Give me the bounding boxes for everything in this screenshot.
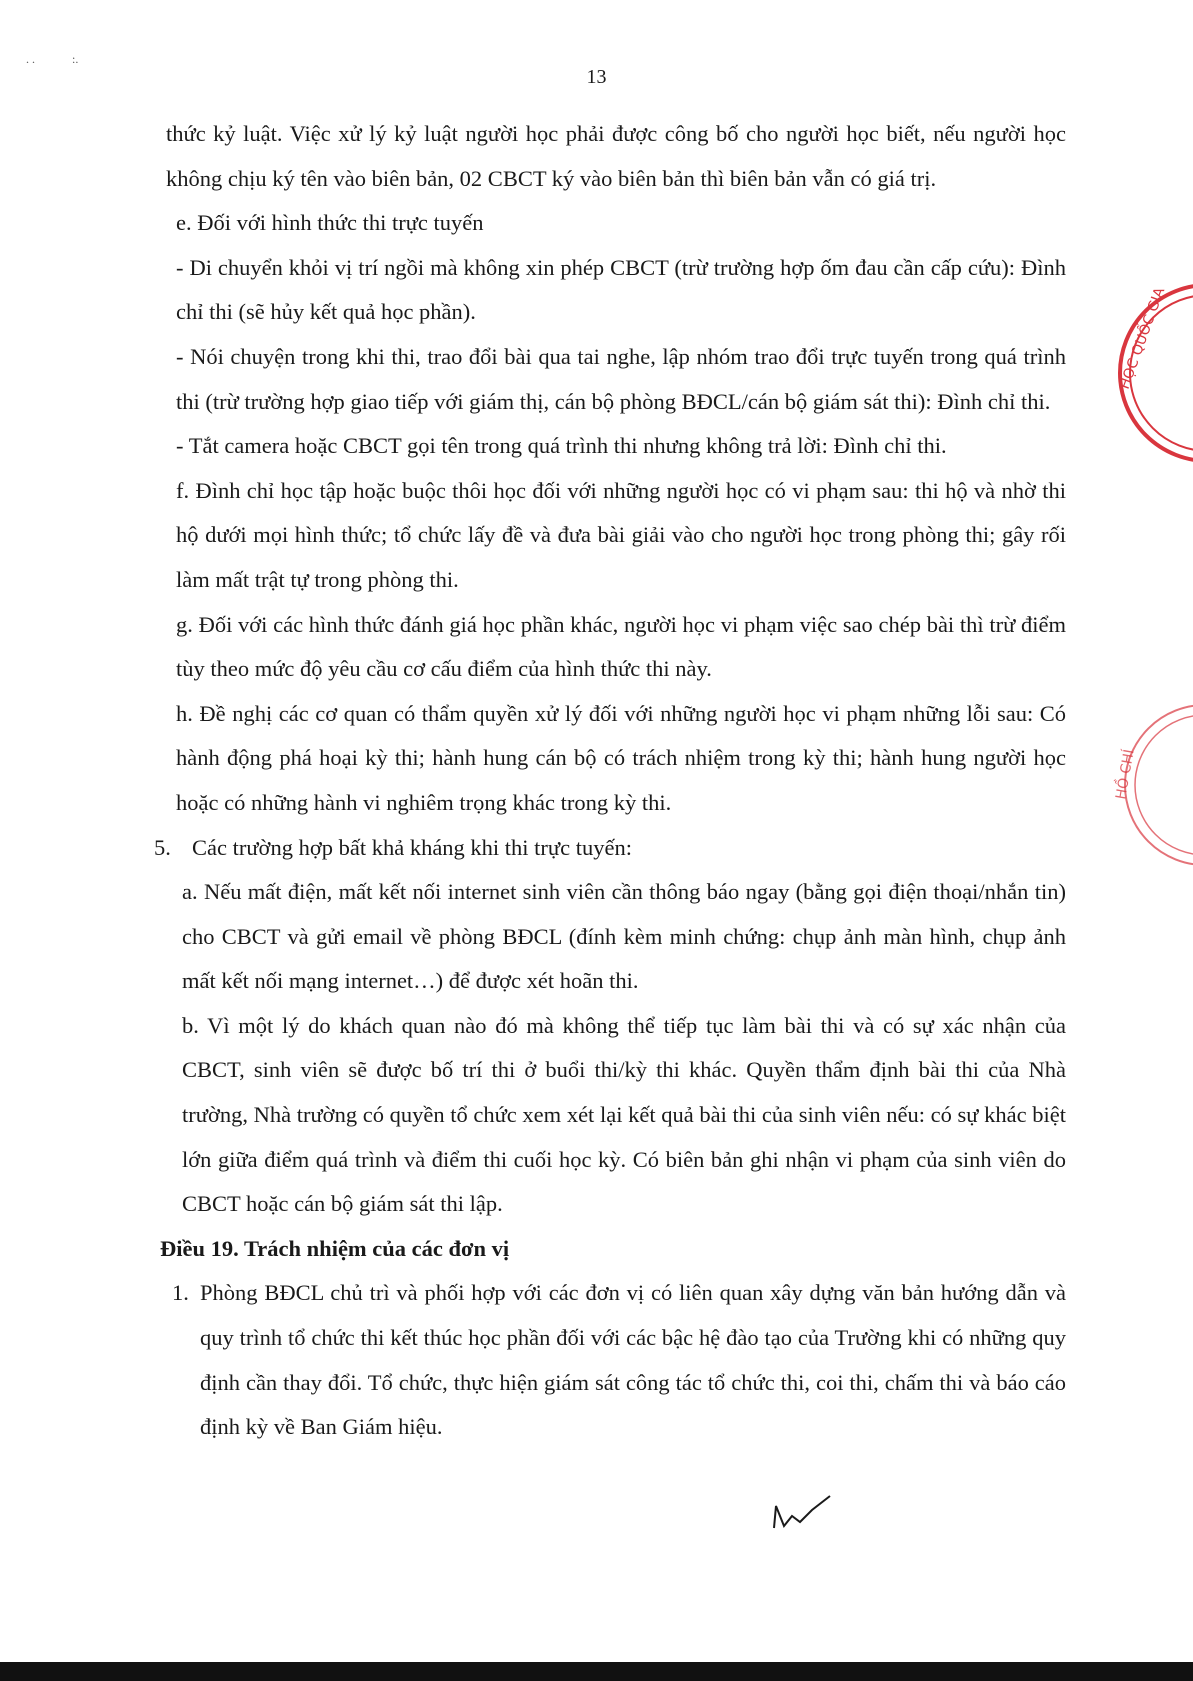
seal-stamp bbox=[1110, 280, 1193, 470]
page-number: 13 bbox=[586, 66, 607, 88]
paragraph: a. Nếu mất điện, mất kết nối internet sinh viên cần thông báo ngay (bằng gọi điện thoại/nhắn tin) cho CBCT và gửi email về phòng BĐCL (đính kèm minh chứng: chụp ảnh màn hình, chụp ảnh mất kết nối mạng internet…) để được xét hoãn thi. bbox=[182, 879, 1066, 994]
paragraph: f. Đình chỉ học tập hoặc buộc thôi học đối với những người học có vi phạm sau: thi hộ và nhờ thi hộ dưới mọi hình thức; tổ chức lấy đề và đưa bài giải vào cho người học trong phòng thi; gây rối làm mất trật tự trong phòng thi. bbox=[176, 477, 1066, 592]
seal-text: HỒ CHÍ bbox=[1113, 748, 1138, 801]
paragraph: - Di chuyển khỏi vị trí ngồi mà không xin phép CBCT (trừ trường hợp ốm đau cần cấp cứu): Đình chỉ thi (sẽ hủy kết quả học phần). bbox=[176, 254, 1066, 325]
signature-mark bbox=[768, 1492, 838, 1536]
list-number: 1. bbox=[172, 1280, 189, 1306]
paragraph: h. Đề nghị các cơ quan có thẩm quyền xử lý đối với những người học vi phạm những lỗi sau: Có hành động phá hoại kỳ thi; hành hung cán bộ có trách nhiệm trong kỳ thi; hành hung người học hoặc có những hành vi nghiêm trọng khác trong kỳ thi. bbox=[176, 700, 1066, 815]
paragraph: thức kỷ luật. Việc xử lý kỷ luật người học phải được công bố cho người học biết, nếu người học không chịu ký tên vào biên bản, 02 CBCT ký vào biên bản thì biên bản vẫn có giá trị. bbox=[166, 121, 1066, 191]
list-item-text: Phòng BĐCL chủ trì và phối hợp với các đơn vị có liên quan xây dựng văn bản hướng dẫn và quy trình tổ chức thi kết thúc học phần đối với các bậc hệ đào tạo của Trường khi có những quy định cần thay đổi. Tổ chức, thực hiện giám sát công tác tổ chức thi, coi thi, chấm thi và báo cáo định kỳ về Ban Giám hiệu. bbox=[200, 1280, 1066, 1440]
seal-stamp bbox=[1095, 700, 1193, 870]
paragraph: e. Đối với hình thức thi trực tuyến bbox=[176, 210, 484, 236]
paragraph: g. Đối với các hình thức đánh giá học phần khác, người học vi phạm việc sao chép bài thì trừ điểm tùy theo mức độ yêu cầu cơ cấu điểm của hình thức thi này. bbox=[176, 611, 1066, 682]
seal-text: HỌC QUỐC GIA bbox=[1116, 285, 1169, 392]
scan-edge bbox=[0, 1662, 1193, 1681]
list-item-5 bbox=[154, 826, 1066, 871]
list-item-1 bbox=[166, 1271, 1066, 1449]
paragraph: - Tắt camera hoặc CBCT gọi tên trong quá trình thi nhưng không trả lời: Đình chỉ thi. bbox=[176, 433, 947, 459]
document-body bbox=[154, 112, 1066, 1450]
paragraph: - Nói chuyện trong khi thi, trao đổi bài qua tai nghe, lập nhóm trao đổi trực tuyến trong quá trình thi (trừ trường hợp giao tiếp với giám thị, cán bộ phòng BĐCL/cán bộ giám sát thi): Đình chỉ thi. bbox=[176, 343, 1066, 414]
list-item-title: Các trường hợp bất khả kháng khi thi trực tuyến: bbox=[192, 834, 632, 860]
list-number: 5. bbox=[154, 834, 171, 860]
scan-mark: . . bbox=[26, 52, 35, 66]
scan-mark: :. bbox=[72, 52, 79, 66]
article-heading: Điều 19. Trách nhiệm của các đơn vị bbox=[160, 1235, 510, 1261]
paragraph: b. Vì một lý do khách quan nào đó mà không thể tiếp tục làm bài thi và có sự xác nhận của CBCT, sinh viên sẽ được bố trí thi ở buổi thi/kỳ thi khác. Quyền thẩm định bài thi của Nhà trường, Nhà trường có quyền tổ chức xem xét lại kết quả bài thi của sinh viên nếu: có sự khác biệt lớn giữa điểm quá trình và điểm thi cuối học kỳ. Có biên bản ghi nhận vi phạm của sinh viên do CBCT hoặc cán bộ giám sát thi lập. bbox=[182, 1012, 1066, 1217]
